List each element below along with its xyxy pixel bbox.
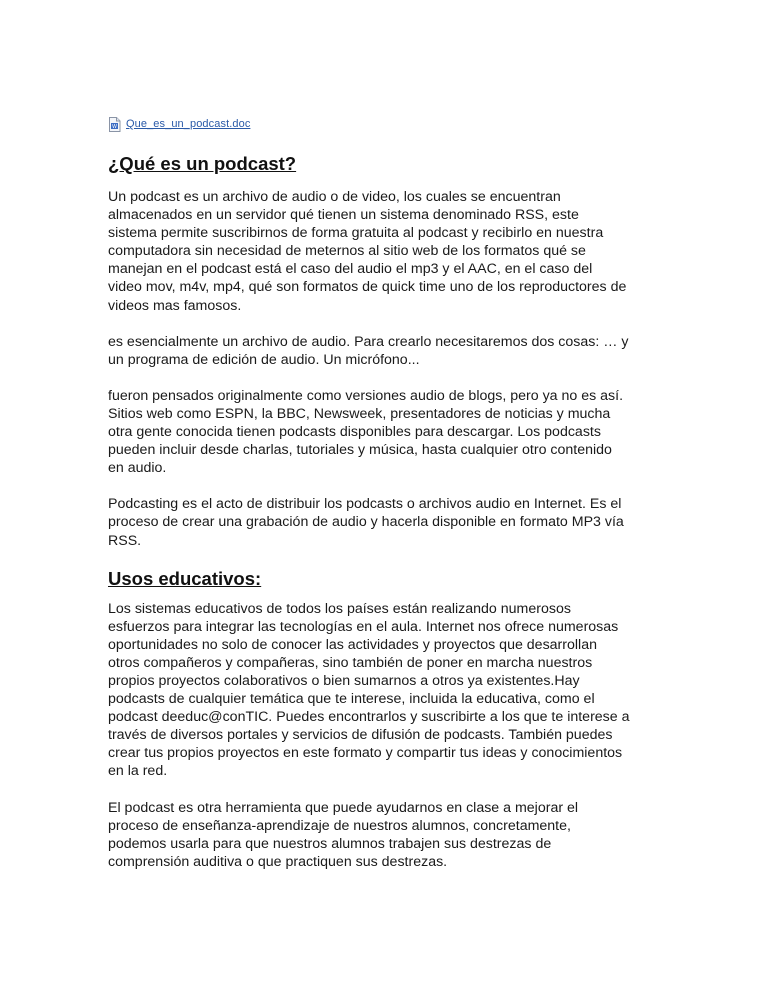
paragraph-origins: fueron pensados originalmente como versiones audio de blogs, pero ya no es así. Sitios web como ESPN, la BBC, Newsweek, presentadores de noticias y mucha otra gente conocida tienen podcasts disponibles para descargar. Los podcasts pueden incluir desde charlas, tutoriales y música, hasta cualquier otro contenido en audio. [108,387,624,477]
paragraph-definition: Un podcast es un archivo de audio o de video, los cuales se encuentran almacenados en un servidor qué tienen un sistema denominado RSS, este sistema permite suscribirnos de forma gratuita al podcast y recibirlo en nuestra computadora sin necesidad de meternos al sitio web de los formatos qué se manejan en el podcast está el caso del audio el mp3 y el AAC, en el caso del video mov, m4v, mp4, qué son formatos de quick time uno de los reproductores de videos mas famosos. [108,189,627,314]
heading-educational-uses: Usos educativos: [108,567,262,589]
paragraph-educational-systems: Los sistemas educativos de todos los países están realizando numerosos esfuerzos para integrar las tecnologías en el aula. Internet nos ofrece numerosas oportunidades no solo de conocer las actividades y proyectos que desarrollan otros compañeros y compañeras, sino también de poner en marcha nuestros propios proyectos colaborativos o bien sumarnos a otros ya existentes.Hay podcasts de cualquier temática que te interese, incluida la educativa, como el podcast deeduc@conTIC. Puedes encontrarlos y suscribirte a los que te interese a través de diversos portales y servicios de difusión de podcasts. También puedes crear tus propios proyectos en este formato y compartir tus ideas y conocimientos en la red. [108,600,630,780]
attachment-link[interactable]: Que_es_un_podcast.doc [126,118,251,130]
svg-text:W: W [112,123,117,130]
paragraph-audio-file: es esencialmente un archivo de audio. Para crearlo necesitaremos dos cosas: … y un programa de edición de audio. Un micrófono... [108,333,629,368]
document-page [108,115,668,889]
paragraph-classroom-tool: El podcast es otra herramienta que puede ayudarnos en clase a mejorar el proceso de enseñanza-aprendizaje de nuestros alumnos, concretamente, podemos usarla para que nuestros alumnos trabajen sus destrezas de comprensión auditiva o que practiquen sus destrezas. [108,799,579,870]
paragraph-podcasting: Podcasting es el acto de distribuir los podcasts o archivos audio en Internet. Es el proceso de crear una grabación de audio y hacerla disponible en formato MP3 vía RSS. [108,496,624,549]
document-icon [108,117,121,132]
attachment-row [108,115,668,133]
heading-what-is-podcast: ¿Qué es un podcast? [108,153,297,174]
